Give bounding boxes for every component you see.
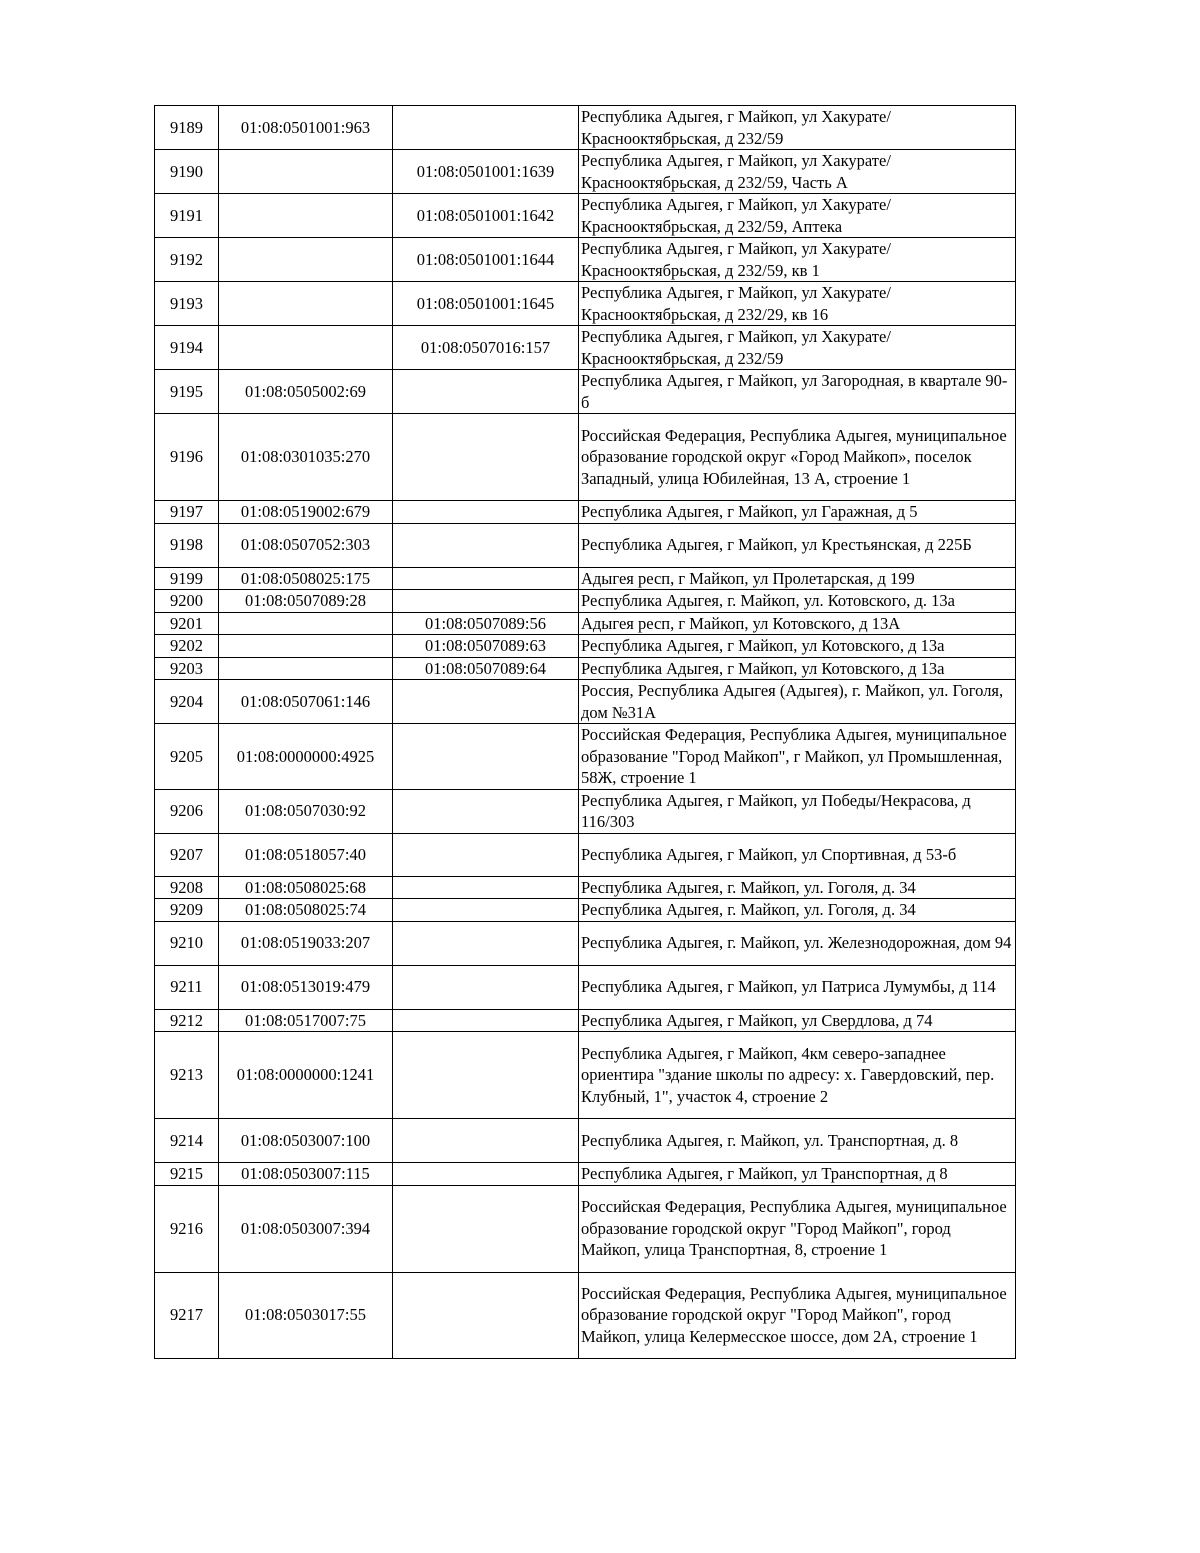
- table-row: [155, 965, 1016, 1009]
- land-cadastral-number-cell: [219, 326, 393, 370]
- land-cadastral-number-cell: 01:08:0513019:479: [219, 965, 393, 1009]
- row-number-cell: 9193: [155, 282, 219, 326]
- object-cadastral-number-cell: [393, 414, 579, 501]
- address-cell: Республика Адыгея, г Майкоп, ул Котовского, д 13а: [579, 657, 1016, 680]
- address-cell: Республика Адыгея, г Майкоп, ул Хакурате/Краснооктябрьская, д 232/59, Аптека: [579, 194, 1016, 238]
- row-number-cell: 9207: [155, 833, 219, 876]
- table-row: [155, 921, 1016, 965]
- table-row: [155, 370, 1016, 414]
- object-cadastral-number-cell: 01:08:0501001:1642: [393, 194, 579, 238]
- object-cadastral-number-cell: 01:08:0501001:1644: [393, 238, 579, 282]
- table-row: [155, 150, 1016, 194]
- table-row: [155, 1119, 1016, 1163]
- land-cadastral-number-cell: 01:08:0501001:963: [219, 106, 393, 150]
- address-cell: Республика Адыгея, г. Майкоп, ул. Котовского, д. 13а: [579, 590, 1016, 613]
- table-row: [155, 326, 1016, 370]
- row-number-cell: 9201: [155, 612, 219, 635]
- object-cadastral-number-cell: 01:08:0507089:56: [393, 612, 579, 635]
- land-cadastral-number-cell: 01:08:0507030:92: [219, 789, 393, 833]
- object-cadastral-number-cell: [393, 1032, 579, 1119]
- object-cadastral-number-cell: 01:08:0501001:1639: [393, 150, 579, 194]
- land-cadastral-number-cell: 01:08:0505002:69: [219, 370, 393, 414]
- land-cadastral-number-cell: 01:08:0519002:679: [219, 501, 393, 524]
- table-row: [155, 1185, 1016, 1272]
- object-cadastral-number-cell: [393, 370, 579, 414]
- row-number-cell: 9214: [155, 1119, 219, 1163]
- land-cadastral-number-cell: 01:08:0507089:28: [219, 590, 393, 613]
- address-cell: Республика Адыгея, г Майкоп, ул Хакурате/Краснооктябрьская, д 232/59, кв 1: [579, 238, 1016, 282]
- table-row: [155, 680, 1016, 724]
- address-cell: Республика Адыгея, г Майкоп, ул Транспортная, д 8: [579, 1163, 1016, 1186]
- object-cadastral-number-cell: [393, 724, 579, 790]
- address-cell: Адыгея респ, г Майкоп, ул Пролетарская, д 199: [579, 567, 1016, 590]
- address-cell: Республика Адыгея, г. Майкоп, ул. Транспортная, д. 8: [579, 1119, 1016, 1163]
- row-number-cell: 9210: [155, 921, 219, 965]
- row-number-cell: 9190: [155, 150, 219, 194]
- address-cell: Республика Адыгея, г Майкоп, ул Спортивная, д 53-б: [579, 833, 1016, 876]
- row-number-cell: 9208: [155, 876, 219, 899]
- table-row: [155, 590, 1016, 613]
- land-cadastral-number-cell: 01:08:0301035:270: [219, 414, 393, 501]
- table-body: [155, 106, 1016, 1359]
- land-cadastral-number-cell: 01:08:0517007:75: [219, 1009, 393, 1032]
- table-row: [155, 789, 1016, 833]
- row-number-cell: 9192: [155, 238, 219, 282]
- address-cell: Российская Федерация, Республика Адыгея, муниципальное образование городской округ "Город Майкоп", город Майкоп, улица Транспортная, 8, строение 1: [579, 1185, 1016, 1272]
- object-cadastral-number-cell: [393, 567, 579, 590]
- row-number-cell: 9194: [155, 326, 219, 370]
- row-number-cell: 9189: [155, 106, 219, 150]
- land-cadastral-number-cell: [219, 150, 393, 194]
- address-cell: Республика Адыгея, г. Майкоп, ул. Железнодорожная, дом 94: [579, 921, 1016, 965]
- object-cadastral-number-cell: [393, 1163, 579, 1186]
- table-row: [155, 282, 1016, 326]
- address-cell: Республика Адыгея, г Майкоп, ул Хакурате/Краснооктябрьская, д 232/59: [579, 326, 1016, 370]
- land-cadastral-number-cell: 01:08:0508025:68: [219, 876, 393, 899]
- object-cadastral-number-cell: [393, 833, 579, 876]
- row-number-cell: 9216: [155, 1185, 219, 1272]
- row-number-cell: 9211: [155, 965, 219, 1009]
- table-row: [155, 1163, 1016, 1186]
- land-cadastral-number-cell: 01:08:0508025:175: [219, 567, 393, 590]
- object-cadastral-number-cell: [393, 1119, 579, 1163]
- object-cadastral-number-cell: [393, 106, 579, 150]
- row-number-cell: 9195: [155, 370, 219, 414]
- land-cadastral-number-cell: 01:08:0503007:394: [219, 1185, 393, 1272]
- table-row: [155, 1032, 1016, 1119]
- table-row: [155, 724, 1016, 790]
- address-cell: Российская Федерация, Республика Адыгея, муниципальное образование городской округ «Город Майкоп», поселок Западный, улица Юбилейная, 13 А, строение 1: [579, 414, 1016, 501]
- object-cadastral-number-cell: [393, 899, 579, 922]
- land-cadastral-number-cell: [219, 282, 393, 326]
- table-row: [155, 657, 1016, 680]
- table-row: [155, 106, 1016, 150]
- object-cadastral-number-cell: [393, 1272, 579, 1358]
- address-cell: Республика Адыгея, г Майкоп, ул Котовского, д 13а: [579, 635, 1016, 658]
- address-cell: Республика Адыгея, г Майкоп, ул Хакурате/Краснооктябрьская, д 232/59: [579, 106, 1016, 150]
- object-cadastral-number-cell: [393, 965, 579, 1009]
- row-number-cell: 9205: [155, 724, 219, 790]
- row-number-cell: 9198: [155, 523, 219, 567]
- row-number-cell: 9217: [155, 1272, 219, 1358]
- row-number-cell: 9215: [155, 1163, 219, 1186]
- address-cell: Российская Федерация, Республика Адыгея, муниципальное образование городской округ "Город Майкоп", город Майкоп, улица Келермесское шоссе, дом 2А, строение 1: [579, 1272, 1016, 1358]
- row-number-cell: 9213: [155, 1032, 219, 1119]
- address-cell: Республика Адыгея, г Майкоп, ул Крестьянская, д 225Б: [579, 523, 1016, 567]
- address-cell: Российская Федерация, Республика Адыгея, муниципальное образование "Город Майкоп", г Майкоп, ул Промышленная, 58Ж, строение 1: [579, 724, 1016, 790]
- land-cadastral-number-cell: 01:08:0000000:1241: [219, 1032, 393, 1119]
- row-number-cell: 9199: [155, 567, 219, 590]
- land-cadastral-number-cell: [219, 635, 393, 658]
- land-cadastral-number-cell: 01:08:0508025:74: [219, 899, 393, 922]
- land-cadastral-number-cell: 01:08:0507061:146: [219, 680, 393, 724]
- table-row: [155, 414, 1016, 501]
- object-cadastral-number-cell: [393, 789, 579, 833]
- row-number-cell: 9206: [155, 789, 219, 833]
- table-row: [155, 194, 1016, 238]
- table-row: [155, 612, 1016, 635]
- object-cadastral-number-cell: [393, 876, 579, 899]
- property-registry-table: [154, 105, 1016, 1359]
- table-row: [155, 567, 1016, 590]
- table-row: [155, 238, 1016, 282]
- object-cadastral-number-cell: 01:08:0507016:157: [393, 326, 579, 370]
- object-cadastral-number-cell: [393, 523, 579, 567]
- row-number-cell: 9191: [155, 194, 219, 238]
- land-cadastral-number-cell: [219, 612, 393, 635]
- address-cell: Адыгея респ, г Майкоп, ул Котовского, д 13А: [579, 612, 1016, 635]
- object-cadastral-number-cell: [393, 1009, 579, 1032]
- land-cadastral-number-cell: [219, 657, 393, 680]
- row-number-cell: 9212: [155, 1009, 219, 1032]
- address-cell: Республика Адыгея, г. Майкоп, ул. Гоголя, д. 34: [579, 876, 1016, 899]
- table-row: [155, 501, 1016, 524]
- address-cell: Республика Адыгея, г Майкоп, ул Хакурате/Краснооктябрьская, д 232/59, Часть А: [579, 150, 1016, 194]
- table-row: [155, 1009, 1016, 1032]
- object-cadastral-number-cell: [393, 680, 579, 724]
- land-cadastral-number-cell: 01:08:0507052:303: [219, 523, 393, 567]
- address-cell: Республика Адыгея, г Майкоп, ул Свердлова, д 74: [579, 1009, 1016, 1032]
- table-row: [155, 635, 1016, 658]
- object-cadastral-number-cell: [393, 921, 579, 965]
- object-cadastral-number-cell: 01:08:0501001:1645: [393, 282, 579, 326]
- row-number-cell: 9203: [155, 657, 219, 680]
- address-cell: Республика Адыгея, г Майкоп, 4км северо-западнее ориентира "здание школы по адресу: х. Гавердовский, пер. Клубный, 1", участок 4, строение 2: [579, 1032, 1016, 1119]
- address-cell: Россия, Республика Адыгея (Адыгея), г. Майкоп, ул. Гоголя, дом №31А: [579, 680, 1016, 724]
- address-cell: Республика Адыгея, г Майкоп, ул Гаражная, д 5: [579, 501, 1016, 524]
- row-number-cell: 9202: [155, 635, 219, 658]
- address-cell: Республика Адыгея, г Майкоп, ул Хакурате/Краснооктябрьская, д 232/29, кв 16: [579, 282, 1016, 326]
- land-cadastral-number-cell: [219, 238, 393, 282]
- land-cadastral-number-cell: 01:08:0000000:4925: [219, 724, 393, 790]
- table-row: [155, 1272, 1016, 1358]
- land-cadastral-number-cell: 01:08:0518057:40: [219, 833, 393, 876]
- object-cadastral-number-cell: [393, 590, 579, 613]
- table-row: [155, 876, 1016, 899]
- table-row: [155, 833, 1016, 876]
- address-cell: Республика Адыгея, г Майкоп, ул Победы/Некрасова, д 116/303: [579, 789, 1016, 833]
- land-cadastral-number-cell: 01:08:0503017:55: [219, 1272, 393, 1358]
- land-cadastral-number-cell: 01:08:0519033:207: [219, 921, 393, 965]
- object-cadastral-number-cell: [393, 501, 579, 524]
- row-number-cell: 9197: [155, 501, 219, 524]
- object-cadastral-number-cell: [393, 1185, 579, 1272]
- row-number-cell: 9200: [155, 590, 219, 613]
- table-row: [155, 523, 1016, 567]
- land-cadastral-number-cell: [219, 194, 393, 238]
- row-number-cell: 9209: [155, 899, 219, 922]
- row-number-cell: 9196: [155, 414, 219, 501]
- row-number-cell: 9204: [155, 680, 219, 724]
- address-cell: Республика Адыгея, г Майкоп, ул Загородная, в квартале 90-б: [579, 370, 1016, 414]
- address-cell: Республика Адыгея, г. Майкоп, ул. Гоголя, д. 34: [579, 899, 1016, 922]
- land-cadastral-number-cell: 01:08:0503007:115: [219, 1163, 393, 1186]
- object-cadastral-number-cell: 01:08:0507089:63: [393, 635, 579, 658]
- object-cadastral-number-cell: 01:08:0507089:64: [393, 657, 579, 680]
- address-cell: Республика Адыгея, г Майкоп, ул Патриса Лумумбы, д 114: [579, 965, 1016, 1009]
- land-cadastral-number-cell: 01:08:0503007:100: [219, 1119, 393, 1163]
- table-row: [155, 899, 1016, 922]
